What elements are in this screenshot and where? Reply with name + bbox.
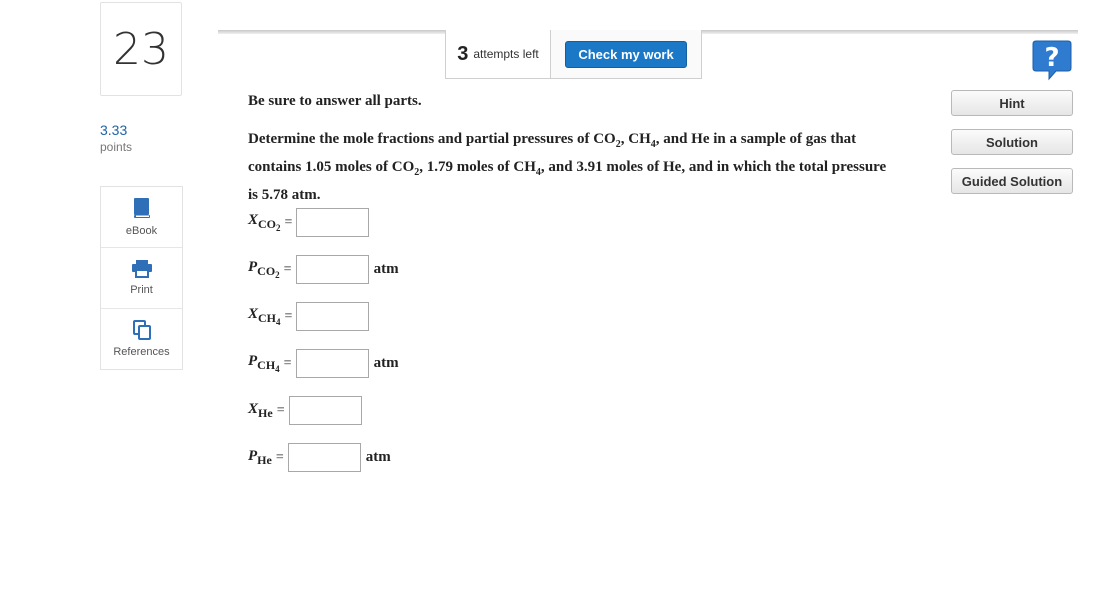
variable-label: $X_{CO_2}$ bbox=[248, 212, 281, 233]
unit-label: atm bbox=[373, 261, 399, 277]
print-label: Print bbox=[130, 284, 153, 296]
unit-label: atm bbox=[365, 449, 391, 465]
answer-row-x-ch4 bbox=[248, 302, 369, 331]
book-icon bbox=[133, 197, 151, 219]
question-number: 23 bbox=[100, 2, 182, 96]
variable-label: $P_{He}$ bbox=[248, 447, 272, 467]
points-label: points bbox=[100, 140, 133, 154]
question-sub-3: 2 bbox=[414, 167, 420, 178]
answer-row-p-he bbox=[248, 443, 391, 472]
copy-icon bbox=[133, 320, 151, 340]
printer-icon bbox=[131, 260, 153, 278]
p-ch4-input[interactable] bbox=[296, 349, 369, 378]
p-he-input[interactable] bbox=[288, 443, 361, 472]
hint-button[interactable]: Hint bbox=[951, 90, 1073, 116]
instruction-text: Be sure to answer all parts. bbox=[248, 93, 422, 109]
question-part-2: , CH bbox=[620, 131, 651, 147]
answer-row-x-co2 bbox=[248, 208, 369, 237]
question-text bbox=[248, 128, 888, 206]
attempts-indicator bbox=[445, 30, 551, 79]
variable-label: $X_{He}$ bbox=[248, 400, 273, 420]
ebook-label: eBook bbox=[125, 225, 158, 237]
svg-text:?: ? bbox=[1044, 43, 1060, 73]
question-sub-4: 4 bbox=[535, 167, 541, 178]
question-part-4: , 1.79 moles of CH bbox=[419, 159, 536, 175]
x-he-input[interactable] bbox=[289, 396, 362, 425]
equals-sign: = bbox=[283, 355, 292, 371]
references-label: References bbox=[113, 346, 170, 358]
guided-solution-button[interactable]: Guided Solution bbox=[951, 168, 1073, 194]
help-button[interactable] bbox=[1032, 39, 1072, 85]
variable-label: $X_{CH_4}$ bbox=[248, 306, 281, 327]
variable-label: $P_{CH_4}$ bbox=[248, 353, 280, 374]
variable-label: $P_{CO_2}$ bbox=[248, 259, 280, 280]
check-my-work-button[interactable]: Check my work bbox=[565, 41, 686, 68]
references-button[interactable] bbox=[101, 309, 182, 369]
x-ch4-input[interactable] bbox=[296, 302, 369, 331]
points-value: 3.33 bbox=[100, 122, 128, 138]
solution-button[interactable]: Solution bbox=[951, 129, 1073, 155]
question-part-3: , and He in a sample of gas that contains 1.05 moles of CO bbox=[248, 131, 857, 175]
answer-row-x-he bbox=[248, 396, 362, 425]
tools-panel bbox=[100, 186, 183, 370]
question-part-1: Determine the mole fractions and partial pressures of CO bbox=[248, 131, 616, 147]
equals-sign: = bbox=[284, 308, 293, 324]
answer-row-p-co2 bbox=[248, 255, 399, 284]
equals-sign: = bbox=[276, 402, 285, 418]
x-co2-input[interactable] bbox=[296, 208, 369, 237]
question-mark-icon bbox=[1032, 39, 1072, 81]
attempts-count: 3 bbox=[457, 42, 469, 65]
question-part-5: , and 3.91 moles of He, and in which the total pressure is 5.78 atm. bbox=[248, 159, 887, 203]
attempts-label: attempts left bbox=[473, 47, 539, 61]
question-sub-2: 4 bbox=[650, 139, 656, 150]
equals-sign: = bbox=[283, 261, 292, 277]
equals-sign: = bbox=[284, 214, 293, 230]
unit-label: atm bbox=[373, 355, 399, 371]
answer-row-p-ch4 bbox=[248, 349, 399, 378]
ebook-button[interactable] bbox=[101, 187, 182, 248]
equals-sign: = bbox=[275, 449, 284, 465]
check-work-container bbox=[550, 30, 702, 79]
points-block bbox=[100, 122, 132, 154]
p-co2-input[interactable] bbox=[296, 255, 369, 284]
print-button[interactable] bbox=[101, 248, 182, 309]
question-sub-1: 2 bbox=[615, 139, 621, 150]
